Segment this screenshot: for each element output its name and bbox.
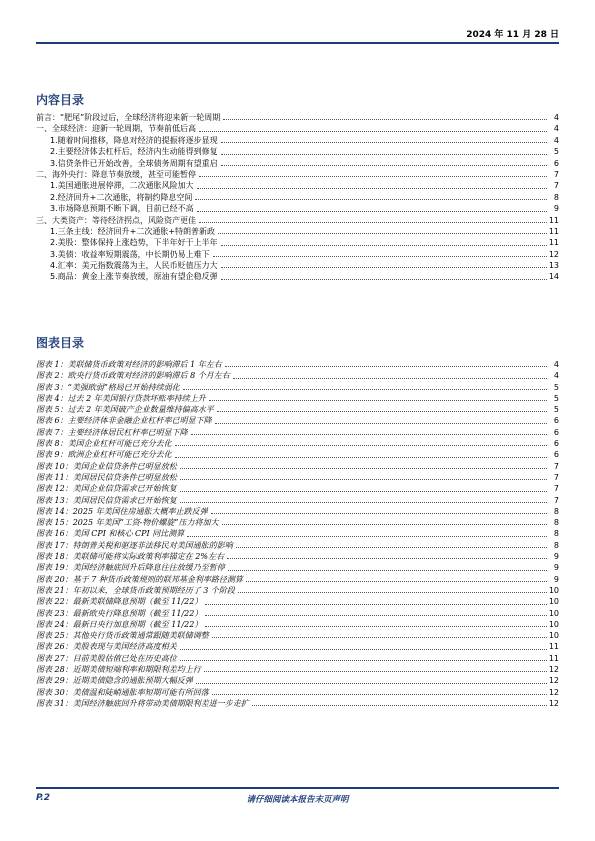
figure-entry-page: 12 — [548, 676, 559, 686]
figure-entry-title: 图表 29：近期美债隐含的通胀预期大幅反弹 — [36, 676, 193, 686]
figure-entry[interactable] — [36, 438, 559, 449]
figure-entry-page: 6 — [553, 450, 559, 460]
figure-entry[interactable] — [36, 608, 559, 619]
dot-leader — [205, 615, 546, 616]
dot-leader — [227, 558, 547, 559]
figure-entry[interactable] — [36, 382, 559, 393]
dot-leader — [225, 366, 547, 367]
figure-entry-page: 11 — [548, 653, 559, 663]
figure-entry[interactable] — [36, 698, 559, 709]
toc-entry-title: 2.经济回升+二次通胀，将制约降息空间 — [50, 192, 193, 202]
dot-leader — [199, 222, 547, 223]
dot-leader — [197, 211, 547, 212]
toc-entry-title: 前言：“肥尾”阶段过后，全球经济将迎来新一轮周期 — [36, 112, 221, 122]
toc-entry-page: 4 — [553, 112, 559, 122]
toc-title: 内容目录 — [36, 93, 85, 107]
toc-entry-page: 14 — [548, 272, 559, 282]
dot-leader — [212, 637, 547, 638]
figures-title: 图表目录 — [36, 336, 85, 350]
toc-entry-title: 一、全球经济：迎新一轮周期，节奏前低后高 — [36, 124, 196, 134]
dot-leader — [196, 683, 547, 684]
toc-entry-title: 2.美股：整体保持上涨趋势，下半年好于上半年 — [50, 238, 218, 248]
toc-entry-title: 1.美国通胀进展停滞，二次通胀风险加大 — [50, 181, 194, 191]
figure-entry-title: 图表 27：目前美股估值已处在历史高位 — [36, 653, 177, 663]
figure-entry-title: 图表 9：欧洲企业杠杆可能已充分去化 — [36, 450, 172, 460]
figure-entry-page: 7 — [553, 484, 559, 494]
figure-entry-title: 图表 16：美国 CPI 和核心 CPI 同比测算 — [36, 529, 185, 539]
figure-entry[interactable] — [36, 585, 559, 596]
toc-entry-page: 11 — [548, 238, 559, 248]
toc-entry-title: 1.随着时间推移，降息对经济的提振将逐步显现 — [50, 135, 218, 145]
figure-entry-title: 图表 2：欧央行货币政策对经济的影响滞后 8 个月左右 — [36, 371, 230, 381]
toc-entry-page: 5 — [553, 147, 559, 157]
toc-entry-title: 二、海外央行：降息节奏放缓，甚至可能暂停 — [36, 169, 196, 179]
figure-entry-page: 12 — [548, 698, 559, 708]
toc-entry-page: 11 — [548, 226, 559, 236]
dot-leader — [175, 445, 547, 446]
figure-entry-page: 6 — [553, 439, 559, 449]
dot-leader — [205, 626, 546, 627]
figure-entry-title: 图表 20：基于 7 种货币政策规则的联邦基金利率路径测算 — [36, 574, 243, 584]
figure-entry-page: 10 — [548, 619, 559, 629]
figure-entry[interactable] — [36, 370, 559, 381]
figure-entry[interactable] — [36, 675, 559, 686]
toc-entry-page: 7 — [553, 181, 559, 191]
dot-leader — [180, 502, 547, 503]
figure-entry-title: 图表 12：美国企业信贷需求已开始恢复 — [36, 484, 177, 494]
toc-entry[interactable] — [36, 249, 559, 260]
figure-entry[interactable] — [36, 641, 559, 652]
figure-entry-page: 8 — [553, 540, 559, 550]
figure-entry-page: 10 — [548, 597, 559, 607]
figure-entry[interactable] — [36, 596, 559, 607]
figure-entry-title: 图表 10：美国企业信贷条件已明显放松 — [36, 461, 177, 471]
figure-entry-title: 图表 7：主要经济体居民杠杆率已明显下降 — [36, 427, 188, 437]
figure-entry[interactable] — [36, 359, 559, 370]
toc-entry[interactable] — [36, 123, 559, 134]
dot-leader — [238, 592, 547, 593]
figure-entry[interactable] — [36, 687, 559, 698]
figure-entry[interactable] — [36, 483, 559, 494]
toc-entry[interactable] — [36, 180, 559, 191]
toc-entry-page: 12 — [548, 249, 559, 259]
dot-leader — [246, 581, 547, 582]
figure-entry[interactable] — [36, 506, 559, 517]
toc-entry-title: 2.主要经济体去杠杆后，经济内生动能得到修复 — [50, 147, 218, 157]
figure-entry-title: 图表 28：近期美债短端利率和期限利差均上行 — [36, 665, 201, 675]
figure-entry-title: 图表 30：美债温和陡峭通胀率短期可能有所回落 — [36, 687, 209, 697]
dot-leader — [195, 199, 547, 200]
figure-entry-page: 12 — [548, 687, 559, 697]
figure-entry[interactable] — [36, 404, 559, 415]
dot-leader — [221, 154, 547, 155]
figure-entry[interactable] — [36, 562, 559, 573]
dot-leader — [233, 378, 547, 379]
toc-entry-title: 1.三条主线：经济回升+二次通胀+特朗普新政 — [50, 226, 216, 236]
figure-entry[interactable] — [36, 427, 559, 438]
dot-leader — [187, 536, 547, 537]
figure-entry-title: 图表 6：主要经济体非金融企业杠杆率已明显下降 — [36, 416, 212, 426]
figure-entry-page: 7 — [553, 461, 559, 471]
toc-entry-page: 8 — [553, 192, 559, 202]
dot-leader — [209, 400, 547, 401]
figure-entry-title: 图表 3：“美强欧弱”格局已开始持续弱化 — [36, 382, 180, 392]
dot-leader — [236, 547, 547, 548]
figure-entry-page: 8 — [553, 529, 559, 539]
figure-entry[interactable] — [36, 653, 559, 664]
toc-entry-page: 4 — [553, 135, 559, 145]
figure-entry-title: 图表 25：其他央行货币政策通常跟随美联储调整 — [36, 631, 209, 641]
figure-entry[interactable] — [36, 664, 559, 675]
figure-entry-page: 8 — [553, 518, 559, 528]
figure-entry-page: 8 — [553, 506, 559, 516]
toc-entry[interactable] — [36, 226, 559, 237]
figure-entry-page: 12 — [548, 665, 559, 675]
figure-entry[interactable] — [36, 574, 559, 585]
dot-leader — [221, 279, 547, 280]
dot-leader — [205, 604, 546, 605]
figure-entry-title: 图表 5：过去 2 年美国破产企业数量维持偏高水平 — [36, 405, 214, 415]
dot-leader — [180, 479, 547, 480]
dot-leader — [252, 705, 547, 706]
toc-entry-title: 三、大类资产：等待经济拐点，风险资产更佳 — [36, 215, 196, 225]
figure-entry-title: 图表 17：特朗普关税和驱逐非法移民对美国通胀的影响 — [36, 540, 233, 550]
figure-entry-page: 5 — [553, 393, 559, 403]
figure-entry-page: 10 — [548, 631, 559, 641]
dot-leader — [218, 233, 547, 234]
figure-entry-page: 6 — [553, 427, 559, 437]
figure-entry-page: 5 — [553, 405, 559, 415]
toc-entry-title: 3.市场降息预期不断下调，目前已经不高 — [50, 204, 194, 214]
dot-leader — [211, 513, 547, 514]
figure-entry-title: 图表 22：最新美联储降息预期（截至 11/22） — [36, 597, 203, 607]
toc-entry-page: 4 — [553, 124, 559, 134]
dot-leader — [197, 188, 547, 189]
dot-leader — [221, 142, 547, 143]
figure-entry-title: 图表 26：美股表现与美国经济高度相关 — [36, 642, 177, 652]
toc-entry[interactable] — [36, 203, 559, 214]
figure-entry[interactable] — [36, 630, 559, 641]
dot-leader — [221, 267, 547, 268]
figure-entry-page: 4 — [553, 371, 559, 381]
figure-entry-page: 4 — [553, 360, 559, 369]
figure-entry[interactable] — [36, 619, 559, 630]
figure-entry[interactable] — [36, 461, 559, 472]
figure-entry-page: 9 — [553, 552, 559, 562]
header-divider — [36, 42, 559, 44]
figure-entry-title: 图表 31：美国经济触底回升将带动美债期限利差进一步走扩 — [36, 698, 249, 708]
dot-leader — [180, 660, 547, 661]
dot-leader — [215, 423, 547, 424]
dot-leader — [222, 524, 547, 525]
toc-entry-title: 4.汇率：美元指数震荡为主，人民币贬值压力大 — [50, 261, 218, 271]
figure-entry-title: 图表 1：美联储货币政策对经济的影响滞后 1 年左右 — [36, 360, 222, 369]
figure-entry[interactable] — [36, 472, 559, 483]
toc-entry[interactable] — [36, 192, 559, 203]
toc-list — [36, 112, 559, 283]
figure-entry-page: 10 — [548, 608, 559, 618]
dot-leader — [212, 694, 547, 695]
footer-divider — [36, 787, 559, 789]
figure-entry-title: 图表 13：美国居民信贷需求已开始恢复 — [36, 495, 177, 505]
figure-entry[interactable] — [36, 415, 559, 426]
figure-entry-page: 10 — [548, 585, 559, 595]
dot-leader — [199, 176, 547, 177]
toc-entry-page: 6 — [553, 158, 559, 168]
figure-entry-title: 图表 23：最新欧央行降息预期（截至 11/22） — [36, 608, 203, 618]
dot-leader — [223, 119, 547, 120]
dot-leader — [228, 570, 547, 571]
figure-entry[interactable] — [36, 517, 559, 528]
toc-entry[interactable] — [36, 237, 559, 248]
dot-leader — [217, 411, 547, 412]
dot-leader — [175, 457, 547, 458]
toc-entry-page: 9 — [553, 204, 559, 214]
figure-entry[interactable] — [36, 393, 559, 404]
figure-entry-page: 5 — [553, 382, 559, 392]
figure-entry-title: 图表 4：过去 2 年美国银行贷款坏账率持续上升 — [36, 393, 206, 403]
figure-entry[interactable] — [36, 551, 559, 562]
figure-entry[interactable] — [36, 495, 559, 506]
figure-entry[interactable] — [36, 528, 559, 539]
figure-entry-title: 图表 24：最新日央行加息预期（截至 11/22） — [36, 619, 203, 629]
toc-entry[interactable] — [36, 260, 559, 271]
dot-leader — [199, 131, 547, 132]
dot-leader — [221, 245, 547, 246]
figure-entry-title: 图表 21：年初以来，全球货币政策预期经历了 3 个阶段 — [36, 585, 235, 595]
toc-entry[interactable] — [36, 158, 559, 169]
dot-leader — [221, 165, 547, 166]
figure-entry-title: 图表 15：2025 年美国“工资-物价螺旋”压力将加大 — [36, 518, 219, 528]
figure-entry-page: 11 — [548, 642, 559, 652]
dot-leader — [180, 468, 547, 469]
toc-entry[interactable] — [36, 215, 559, 226]
figure-entry-title: 图表 14：2025 年美国住房通胀大概率止跌反弹 — [36, 506, 208, 516]
toc-entry-page: 11 — [548, 215, 559, 225]
toc-entry[interactable] — [36, 135, 559, 146]
toc-entry[interactable] — [36, 169, 559, 180]
dot-leader — [180, 649, 547, 650]
toc-entry-title: 3.美债：收益率短期震荡，中长期仍易上难下 — [50, 249, 210, 259]
figure-entry-title: 图表 18：美联储可能将实际政策利率锚定在 2%左右 — [36, 552, 224, 562]
disclaimer-note: 请仔细阅读本报告末页声明 — [246, 795, 349, 805]
figure-entry[interactable] — [36, 540, 559, 551]
toc-entry-title: 5.商品：黄金上涨节奏放缓，原油有望企稳反弹 — [50, 272, 218, 282]
dot-leader — [191, 434, 547, 435]
figure-entry-title: 图表 19：美国经济触底回升后降息往往放缓乃至暂停 — [36, 563, 225, 573]
figures-list — [36, 359, 559, 709]
figure-entry-page: 9 — [553, 563, 559, 573]
toc-entry[interactable] — [36, 271, 559, 282]
toc-entry-page: 7 — [553, 169, 559, 179]
dot-leader — [183, 389, 547, 390]
figure-entry-page: 7 — [553, 472, 559, 482]
dot-leader — [204, 671, 547, 672]
toc-entry-page: 13 — [548, 261, 559, 271]
figure-entry[interactable] — [36, 449, 559, 460]
toc-entry[interactable] — [36, 112, 559, 123]
report-date: 2024 年 11 月 28 日 — [466, 30, 559, 40]
figure-entry-page: 9 — [553, 574, 559, 584]
figure-entry-page: 7 — [553, 495, 559, 505]
page-number: P.2 — [36, 793, 50, 803]
toc-entry-title: 3.信贷条件已开始改善，全球债务周期有望重启 — [50, 158, 218, 168]
dot-leader — [180, 491, 547, 492]
figure-entry-title: 图表 11：美国居民信贷条件已明显放松 — [36, 472, 177, 482]
toc-entry[interactable] — [36, 146, 559, 157]
figure-entry-page: 6 — [553, 416, 559, 426]
dot-leader — [213, 256, 547, 257]
figure-entry-title: 图表 8：美国企业杠杆可能已充分去化 — [36, 439, 172, 449]
